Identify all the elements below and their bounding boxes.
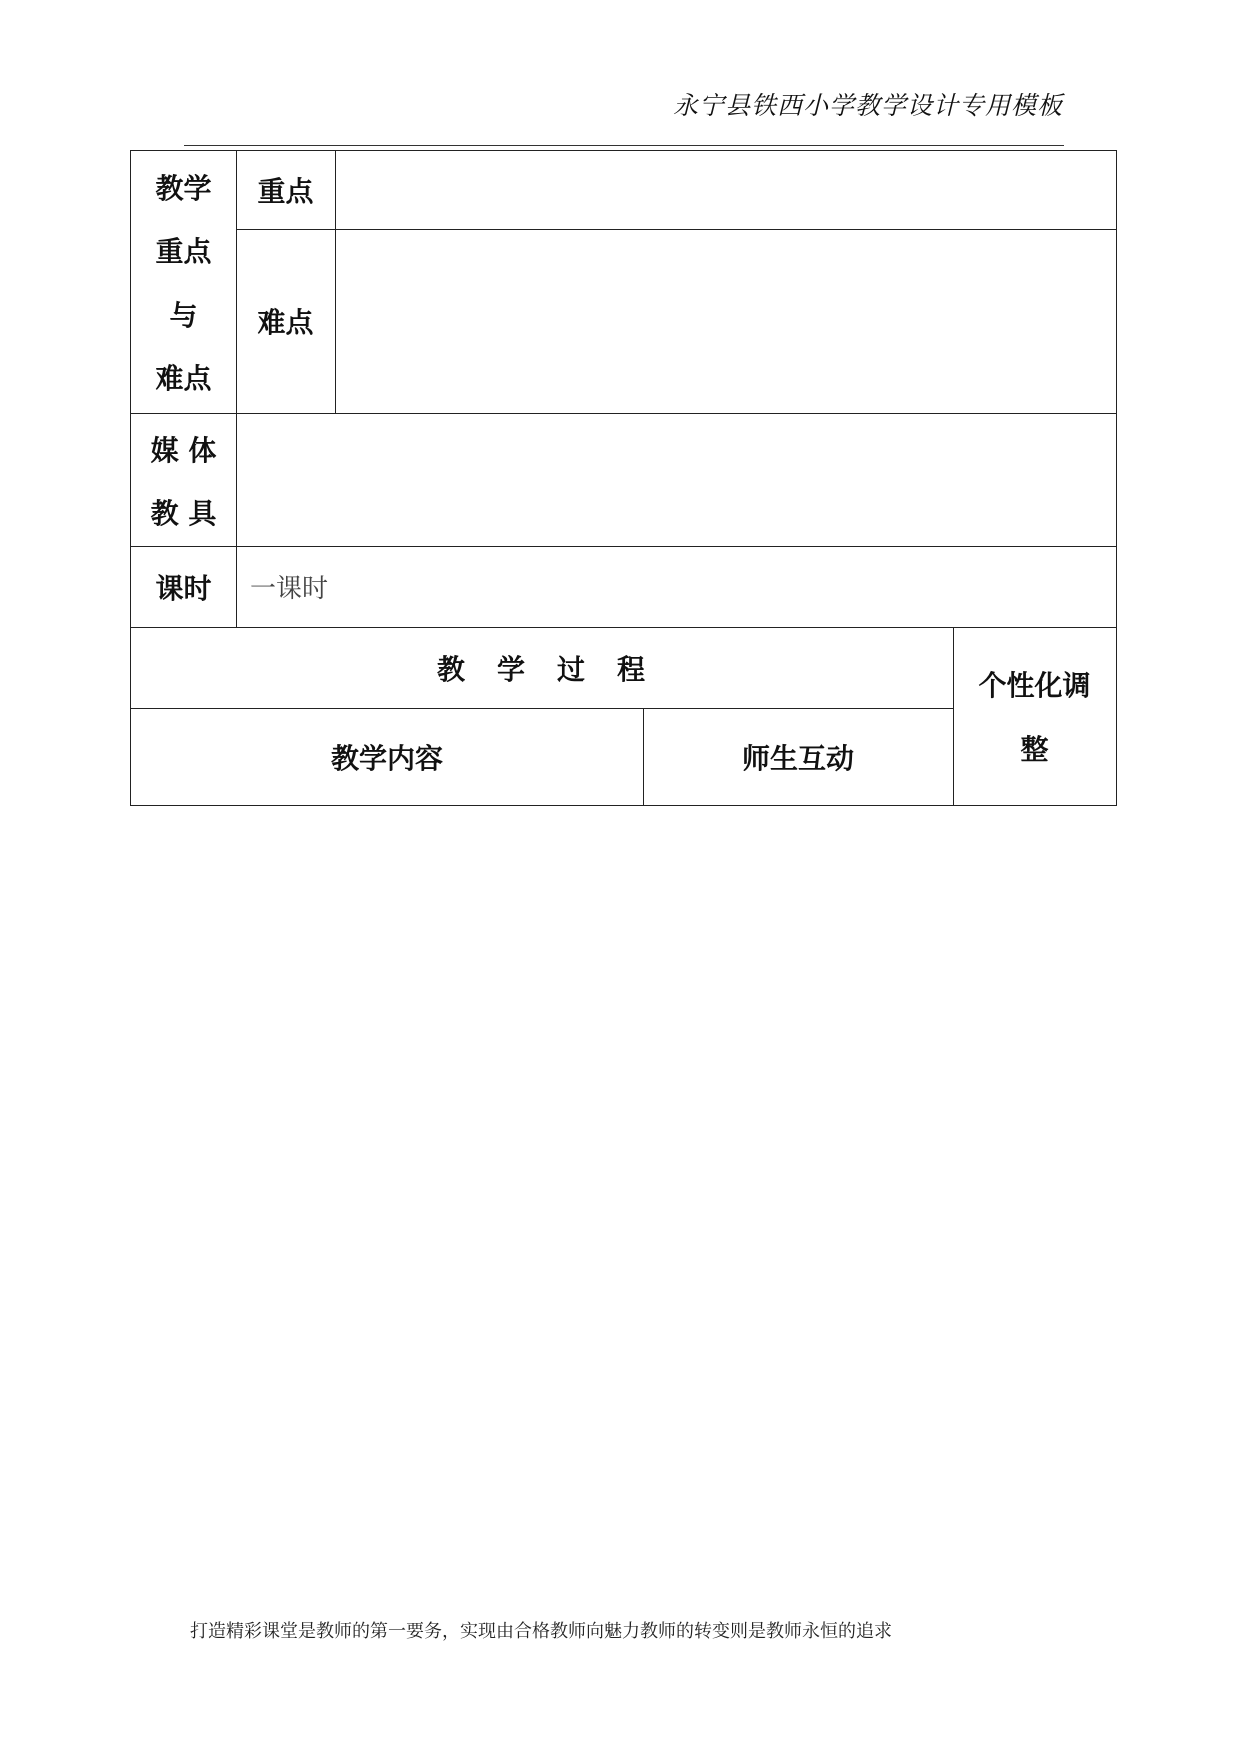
process-heading: 教 学 过 程 <box>436 652 647 686</box>
section-label-line: 教 具 <box>150 496 217 530</box>
section-label-line: 教学 <box>155 171 212 205</box>
footer-motto: 打造精彩课堂是教师的第一要务，实现由合格教师向魅力教师的转变则是教师永恒的追求 <box>190 1621 892 1642</box>
lesson-plan-table <box>130 150 1117 806</box>
media-value-cell[interactable] <box>236 413 1116 546</box>
key-points-section-label <box>131 155 236 409</box>
content-column-heading: 教学内容 <box>330 741 443 775</box>
adjustment-column-heading <box>953 627 1116 805</box>
interaction-column-heading: 师生互动 <box>741 741 854 775</box>
difficulty-value-cell[interactable] <box>335 229 1116 413</box>
section-label-line: 难点 <box>155 362 212 396</box>
adjustment-heading-line: 整 <box>1020 733 1049 766</box>
media-section-label <box>131 417 236 543</box>
section-label-line: 媒 体 <box>150 433 217 467</box>
header-divider <box>184 145 1064 146</box>
key-point-value-cell[interactable] <box>335 151 1116 229</box>
section-label-line: 与 <box>169 298 198 332</box>
difficulty-label: 难点 <box>257 306 314 339</box>
section-label-line: 重点 <box>155 235 212 269</box>
adjustment-heading-line: 个性化调 <box>978 669 1091 702</box>
header-title: 永宁县铁西小学教学设计专用模板 <box>672 91 1063 120</box>
period-label: 课时 <box>155 571 212 605</box>
key-point-label: 重点 <box>257 175 314 208</box>
period-value[interactable]: 一课时 <box>250 574 329 604</box>
